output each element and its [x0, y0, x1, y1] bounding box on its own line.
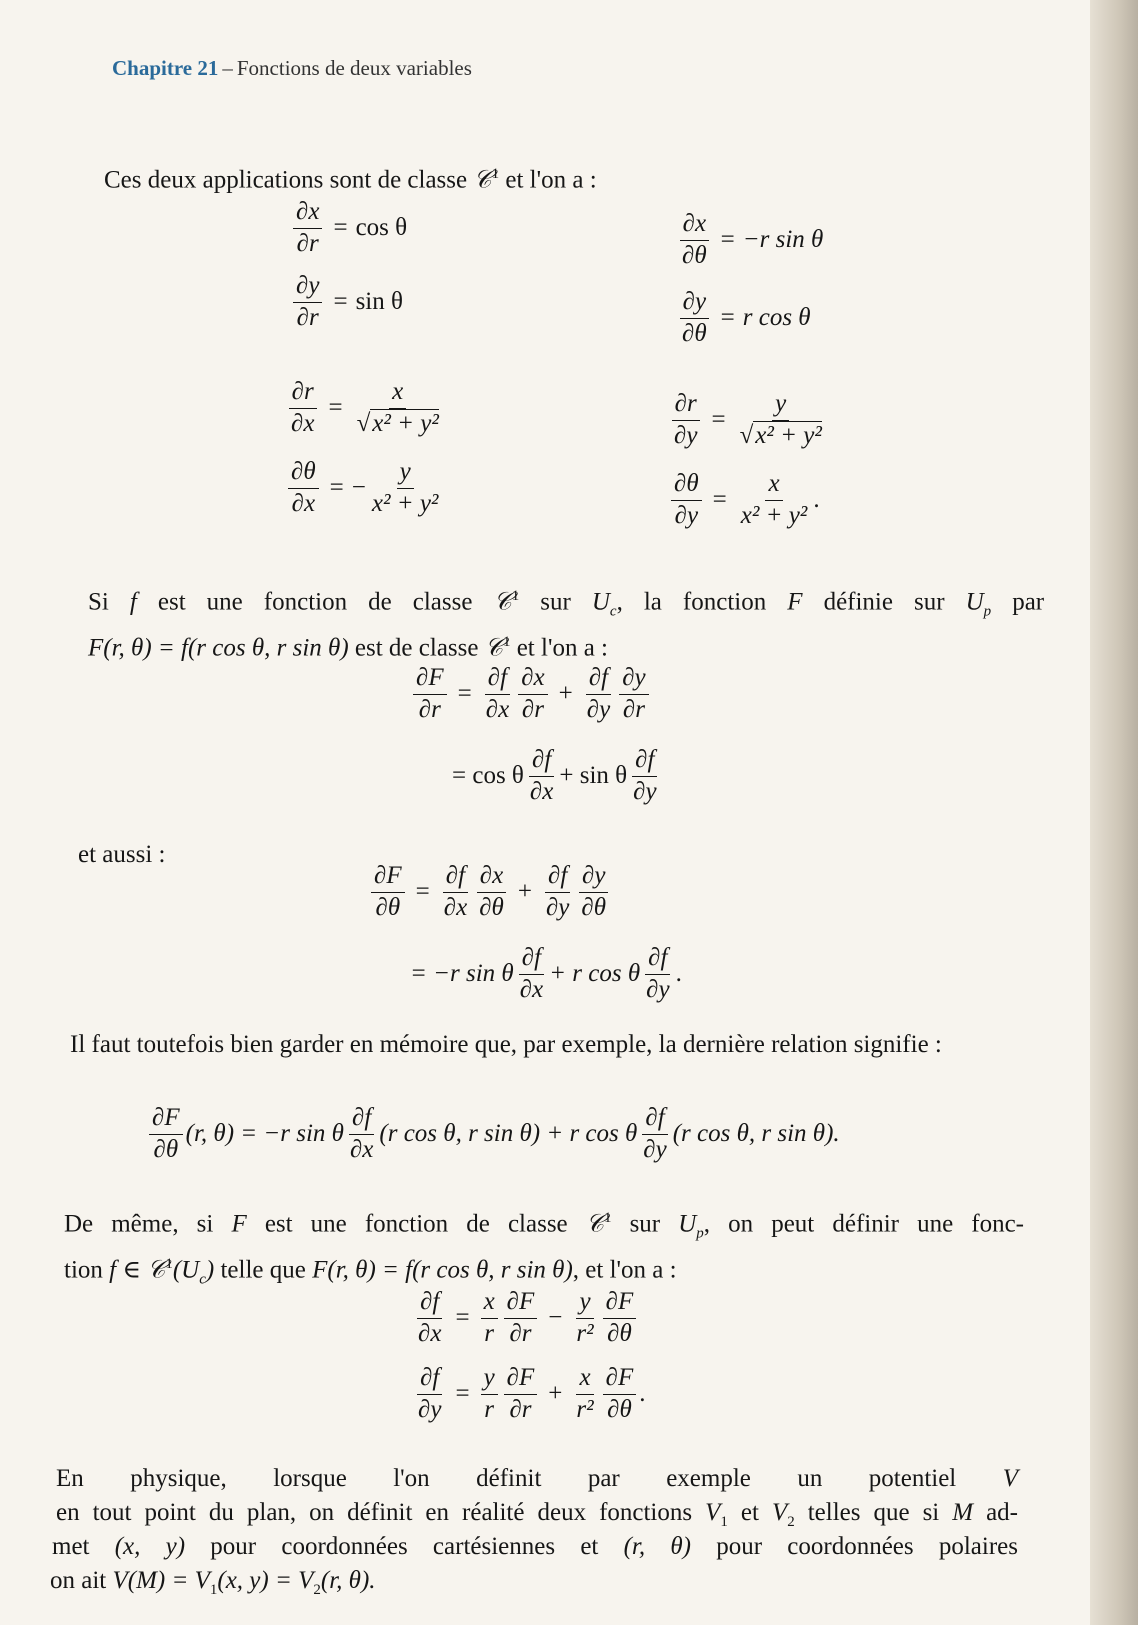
equation-dtheta-dy — [668, 470, 820, 531]
equals: = — [455, 1304, 470, 1332]
equation-dtheta-dx — [285, 458, 444, 519]
minus: − — [351, 474, 366, 502]
num: ∂x — [518, 664, 547, 695]
den: ∂r — [521, 695, 544, 723]
paragraph-physics-line4 — [50, 1564, 376, 1607]
den: ∂r — [509, 1319, 532, 1347]
equals: = — [457, 680, 472, 708]
den: ∂θ — [581, 893, 607, 921]
num: ∂F — [413, 664, 447, 695]
num: ∂f — [417, 1364, 442, 1395]
den: ∂θ — [607, 1319, 632, 1347]
den: ∂x — [418, 1319, 442, 1347]
fraction — [415, 1364, 444, 1425]
text: , la fonction — [616, 588, 767, 616]
fraction — [149, 1104, 183, 1165]
den: ∂x — [291, 489, 316, 517]
expr: (r cos θ, r sin θ) + r cos θ — [379, 1120, 638, 1148]
text: En physique, lorsque l'on définit par exemple un potentiel — [56, 1465, 957, 1492]
fraction — [679, 288, 710, 349]
num: ∂f — [642, 1104, 667, 1135]
fraction — [293, 198, 322, 259]
sup: 1 — [511, 588, 520, 604]
num: ∂F — [504, 1288, 538, 1319]
paragraph-intro — [104, 158, 597, 196]
den: ∂x — [529, 777, 554, 805]
num: ∂f — [586, 664, 611, 695]
equation-dF-dtheta-result — [410, 944, 682, 1005]
text: définie sur — [823, 588, 945, 616]
class-symbol: 𝒞 — [473, 166, 492, 194]
plus: + — [517, 878, 532, 906]
den: ∂y — [674, 421, 698, 449]
fraction — [573, 1364, 596, 1425]
fraction — [504, 1364, 538, 1425]
fraction — [643, 944, 672, 1005]
text: , on peut définir une fonc- — [703, 1210, 1025, 1238]
den: ∂θ — [607, 1395, 632, 1423]
num: ∂f — [545, 862, 570, 893]
num: x — [765, 470, 782, 501]
num: ∂f — [632, 746, 657, 777]
paragraph-inverse — [64, 1202, 1024, 1250]
fraction — [288, 378, 317, 439]
den: ∂r — [296, 303, 319, 331]
period: . — [675, 960, 682, 988]
text: et — [740, 1499, 759, 1526]
num: ∂r — [289, 378, 317, 409]
num: x — [576, 1364, 593, 1395]
den: x² + y² — [740, 501, 808, 529]
sub: 2 — [787, 1514, 795, 1530]
equals: = — [720, 304, 735, 332]
den: ∂x — [291, 409, 315, 437]
fraction — [679, 210, 710, 271]
sqrt-sign: √ — [739, 421, 754, 449]
expr: cos θ — [355, 214, 408, 242]
equals: = — [333, 288, 348, 316]
den: ∂θ — [375, 893, 401, 921]
math: (r, θ). — [320, 1567, 376, 1594]
sub: 2 — [313, 1582, 321, 1598]
den: ∂r — [622, 695, 645, 723]
num: ∂y — [579, 862, 608, 893]
sub: c — [199, 1271, 206, 1288]
math: U — [678, 1210, 697, 1238]
fraction — [288, 458, 319, 519]
fraction — [738, 470, 811, 531]
text: par — [1012, 588, 1045, 616]
text: Ces deux applications sont de classe — [104, 166, 468, 194]
radicand: x² + y² — [372, 409, 439, 437]
fraction — [369, 458, 442, 519]
fraction — [578, 862, 609, 923]
fraction — [441, 862, 470, 923]
num: ∂F — [371, 862, 405, 893]
equation-dy-dtheta — [676, 288, 811, 349]
num: y — [772, 390, 789, 421]
sup: 1 — [491, 166, 500, 182]
fraction — [347, 1104, 376, 1165]
fraction — [371, 862, 405, 923]
period: . — [813, 486, 820, 514]
fraction — [603, 1288, 637, 1349]
num: y — [576, 1288, 593, 1319]
num: ∂f — [645, 944, 670, 975]
fraction — [640, 1104, 669, 1165]
equals: = — [333, 214, 348, 242]
math: V — [705, 1499, 721, 1526]
den — [737, 421, 825, 451]
equation-dF-dtheta — [368, 862, 612, 923]
equals: = — [328, 394, 343, 422]
minus: − — [548, 1304, 563, 1332]
fraction — [517, 944, 546, 1005]
equation-dF-dr-result — [452, 746, 663, 807]
num: ∂y — [680, 288, 709, 319]
expr: r cos θ — [742, 304, 811, 332]
text: en tout point du plan, on définit en réalité deux fonctions — [56, 1499, 693, 1526]
math: ) — [205, 1256, 215, 1284]
num: ∂F — [149, 1104, 183, 1135]
den: x² + y² — [371, 489, 439, 517]
num: ∂x — [680, 210, 709, 241]
equals: = — [455, 1380, 470, 1408]
fraction — [415, 1288, 444, 1349]
sub: p — [983, 603, 992, 620]
paragraph-chain-rule — [88, 580, 1044, 628]
text: telles que si — [807, 1499, 940, 1526]
num: ∂F — [603, 1364, 637, 1395]
den: ∂y — [418, 1395, 442, 1423]
math: V — [1002, 1465, 1018, 1492]
fraction — [293, 272, 322, 333]
den: ∂y — [646, 975, 670, 1003]
equation-df-dx — [412, 1288, 639, 1349]
den: ∂r — [296, 229, 319, 257]
math: f ∈ 𝒞 — [109, 1256, 166, 1284]
paragraph-physics — [56, 1462, 1018, 1495]
num: y — [481, 1364, 498, 1395]
den: ∂x — [519, 975, 544, 1003]
equals: = — [712, 486, 727, 514]
den: ∂r — [509, 1395, 532, 1423]
num: x — [389, 378, 406, 409]
math: f — [129, 588, 137, 616]
den: ∂x — [485, 695, 510, 723]
text: De même, si — [64, 1210, 214, 1238]
equation-dy-dr — [290, 272, 403, 333]
equals: = — [711, 406, 726, 434]
fraction — [518, 664, 547, 725]
text: est de classe — [354, 634, 479, 662]
equation-dr-dy — [668, 390, 828, 451]
paragraph-and-also: et aussi : — [78, 841, 166, 868]
expr: sin θ — [355, 288, 403, 316]
num: ∂f — [519, 944, 544, 975]
equals: = — [720, 226, 735, 254]
paragraph-physics-line3 — [52, 1530, 1018, 1563]
num: ∂x — [477, 862, 506, 893]
math: F(r, θ) = f(r cos θ, r sin θ) — [312, 1256, 573, 1284]
math: 𝒞 — [484, 634, 503, 662]
den: r — [484, 1319, 494, 1347]
text: ad- — [986, 1499, 1018, 1526]
sub: 1 — [720, 1514, 728, 1530]
fraction — [584, 664, 613, 725]
fraction — [619, 664, 648, 725]
fraction — [481, 1364, 498, 1425]
num: ∂x — [293, 198, 322, 229]
math: U — [965, 588, 984, 616]
plus: + — [558, 680, 573, 708]
radicand: x² + y² — [755, 421, 822, 449]
num: ∂F — [504, 1364, 538, 1395]
period: . — [639, 1380, 646, 1408]
fraction — [504, 1288, 538, 1349]
text: on ait — [50, 1567, 107, 1594]
math: 𝒞 — [493, 588, 512, 616]
plus: + — [548, 1380, 563, 1408]
chapter-number: Chapitre 21 — [112, 56, 219, 80]
fraction — [630, 746, 659, 807]
fraction — [476, 862, 507, 923]
num: ∂θ — [288, 458, 319, 489]
text: tion — [64, 1256, 103, 1284]
den: ∂y — [633, 777, 657, 805]
text: est une fonction de classe — [264, 1210, 568, 1238]
text: et l'on a : — [505, 166, 597, 194]
equation-full-expansion — [146, 1104, 840, 1165]
page-edge — [1090, 0, 1138, 1625]
equation-dx-dr — [290, 198, 407, 259]
paragraph-chain-rule-line2 — [88, 626, 608, 664]
fraction — [354, 378, 442, 439]
fraction — [413, 664, 447, 725]
math: (U — [172, 1256, 200, 1284]
expr: (r cos θ, r sin θ). — [672, 1120, 840, 1148]
math: M — [952, 1499, 974, 1526]
fraction — [671, 470, 702, 531]
sqrt-sign: √ — [356, 409, 371, 437]
den: ∂θ — [153, 1135, 179, 1163]
den: ∂y — [674, 501, 699, 529]
equals: = — [415, 878, 430, 906]
expr: −r sin θ — [742, 226, 824, 254]
sup: 1 — [165, 1256, 173, 1272]
den: ∂θ — [479, 893, 504, 921]
text: telle que — [220, 1256, 306, 1284]
den: ∂θ — [682, 241, 707, 269]
fraction — [483, 664, 512, 725]
text: Si — [88, 588, 109, 616]
text: sur — [629, 1210, 661, 1238]
fraction — [481, 1288, 498, 1349]
den: ∂x — [443, 893, 468, 921]
running-header — [112, 56, 472, 81]
text: et l'on a : — [516, 634, 608, 662]
expr: = −r sin θ — [410, 960, 514, 988]
text: sur — [540, 588, 571, 616]
text: met — [52, 1533, 90, 1560]
math: F — [231, 1210, 247, 1238]
fraction — [737, 390, 825, 451]
fraction — [671, 390, 700, 451]
math: (r, θ) — [623, 1533, 691, 1560]
text: , et l'on a : — [572, 1256, 677, 1284]
num: x — [481, 1288, 498, 1319]
sub: p — [696, 1225, 704, 1242]
fraction — [603, 1364, 637, 1425]
math: U — [591, 588, 610, 616]
num: ∂f — [485, 664, 510, 695]
math: (x, y) = V — [217, 1567, 314, 1594]
num: ∂y — [619, 664, 648, 695]
text: pour coordonnées cartésiennes et — [210, 1533, 599, 1560]
den: ∂x — [349, 1135, 374, 1163]
fraction — [543, 862, 572, 923]
sub: c — [609, 603, 617, 620]
num: ∂f — [417, 1288, 442, 1319]
num: ∂f — [529, 746, 554, 777]
den: r — [484, 1395, 494, 1423]
math: (x, y) — [114, 1533, 186, 1560]
num: y — [397, 458, 414, 489]
math: 𝒞 — [585, 1210, 604, 1238]
expr: + r cos θ — [549, 960, 641, 988]
text: pour coordonnées polaires — [716, 1533, 1018, 1560]
sup: 1 — [603, 1210, 612, 1226]
math: F — [787, 588, 803, 616]
den — [354, 409, 442, 439]
equals: = — [329, 474, 344, 502]
expr: (r, θ) = −r sin θ — [185, 1120, 344, 1148]
equation-dr-dx — [285, 378, 445, 439]
expr: + sin θ — [559, 762, 628, 790]
den: ∂θ — [682, 319, 707, 347]
paragraph-remark: Il faut toutefois bien garder en mémoire que, par exemple, la dernière relation signifie : — [70, 1031, 942, 1058]
math: V — [771, 1499, 788, 1526]
equation-dx-dtheta — [676, 210, 823, 271]
num: ∂r — [672, 390, 700, 421]
num: ∂y — [293, 272, 322, 303]
fraction — [573, 1288, 596, 1349]
den: ∂y — [586, 695, 611, 723]
num: ∂f — [443, 862, 468, 893]
den: r² — [576, 1395, 594, 1423]
equation-dF-dr — [410, 664, 652, 725]
equation-df-dy — [412, 1364, 646, 1425]
expr: = cos θ — [452, 762, 524, 790]
sup: 1 — [502, 634, 511, 650]
math: F(r, θ) = f(r cos θ, r sin θ) — [88, 634, 349, 662]
sub: 1 — [209, 1582, 218, 1598]
chapter-title: Fonctions de deux variables — [236, 56, 472, 80]
math: V(M) = V — [112, 1567, 210, 1594]
den: ∂y — [643, 1135, 667, 1163]
den: r² — [576, 1319, 594, 1347]
num: ∂F — [603, 1288, 637, 1319]
text: est une fonction de classe — [157, 588, 473, 616]
header-separator: – — [222, 56, 233, 80]
den: ∂r — [418, 695, 441, 723]
fraction — [527, 746, 556, 807]
num: ∂f — [349, 1104, 374, 1135]
den: ∂y — [545, 893, 570, 921]
num: ∂θ — [671, 470, 702, 501]
